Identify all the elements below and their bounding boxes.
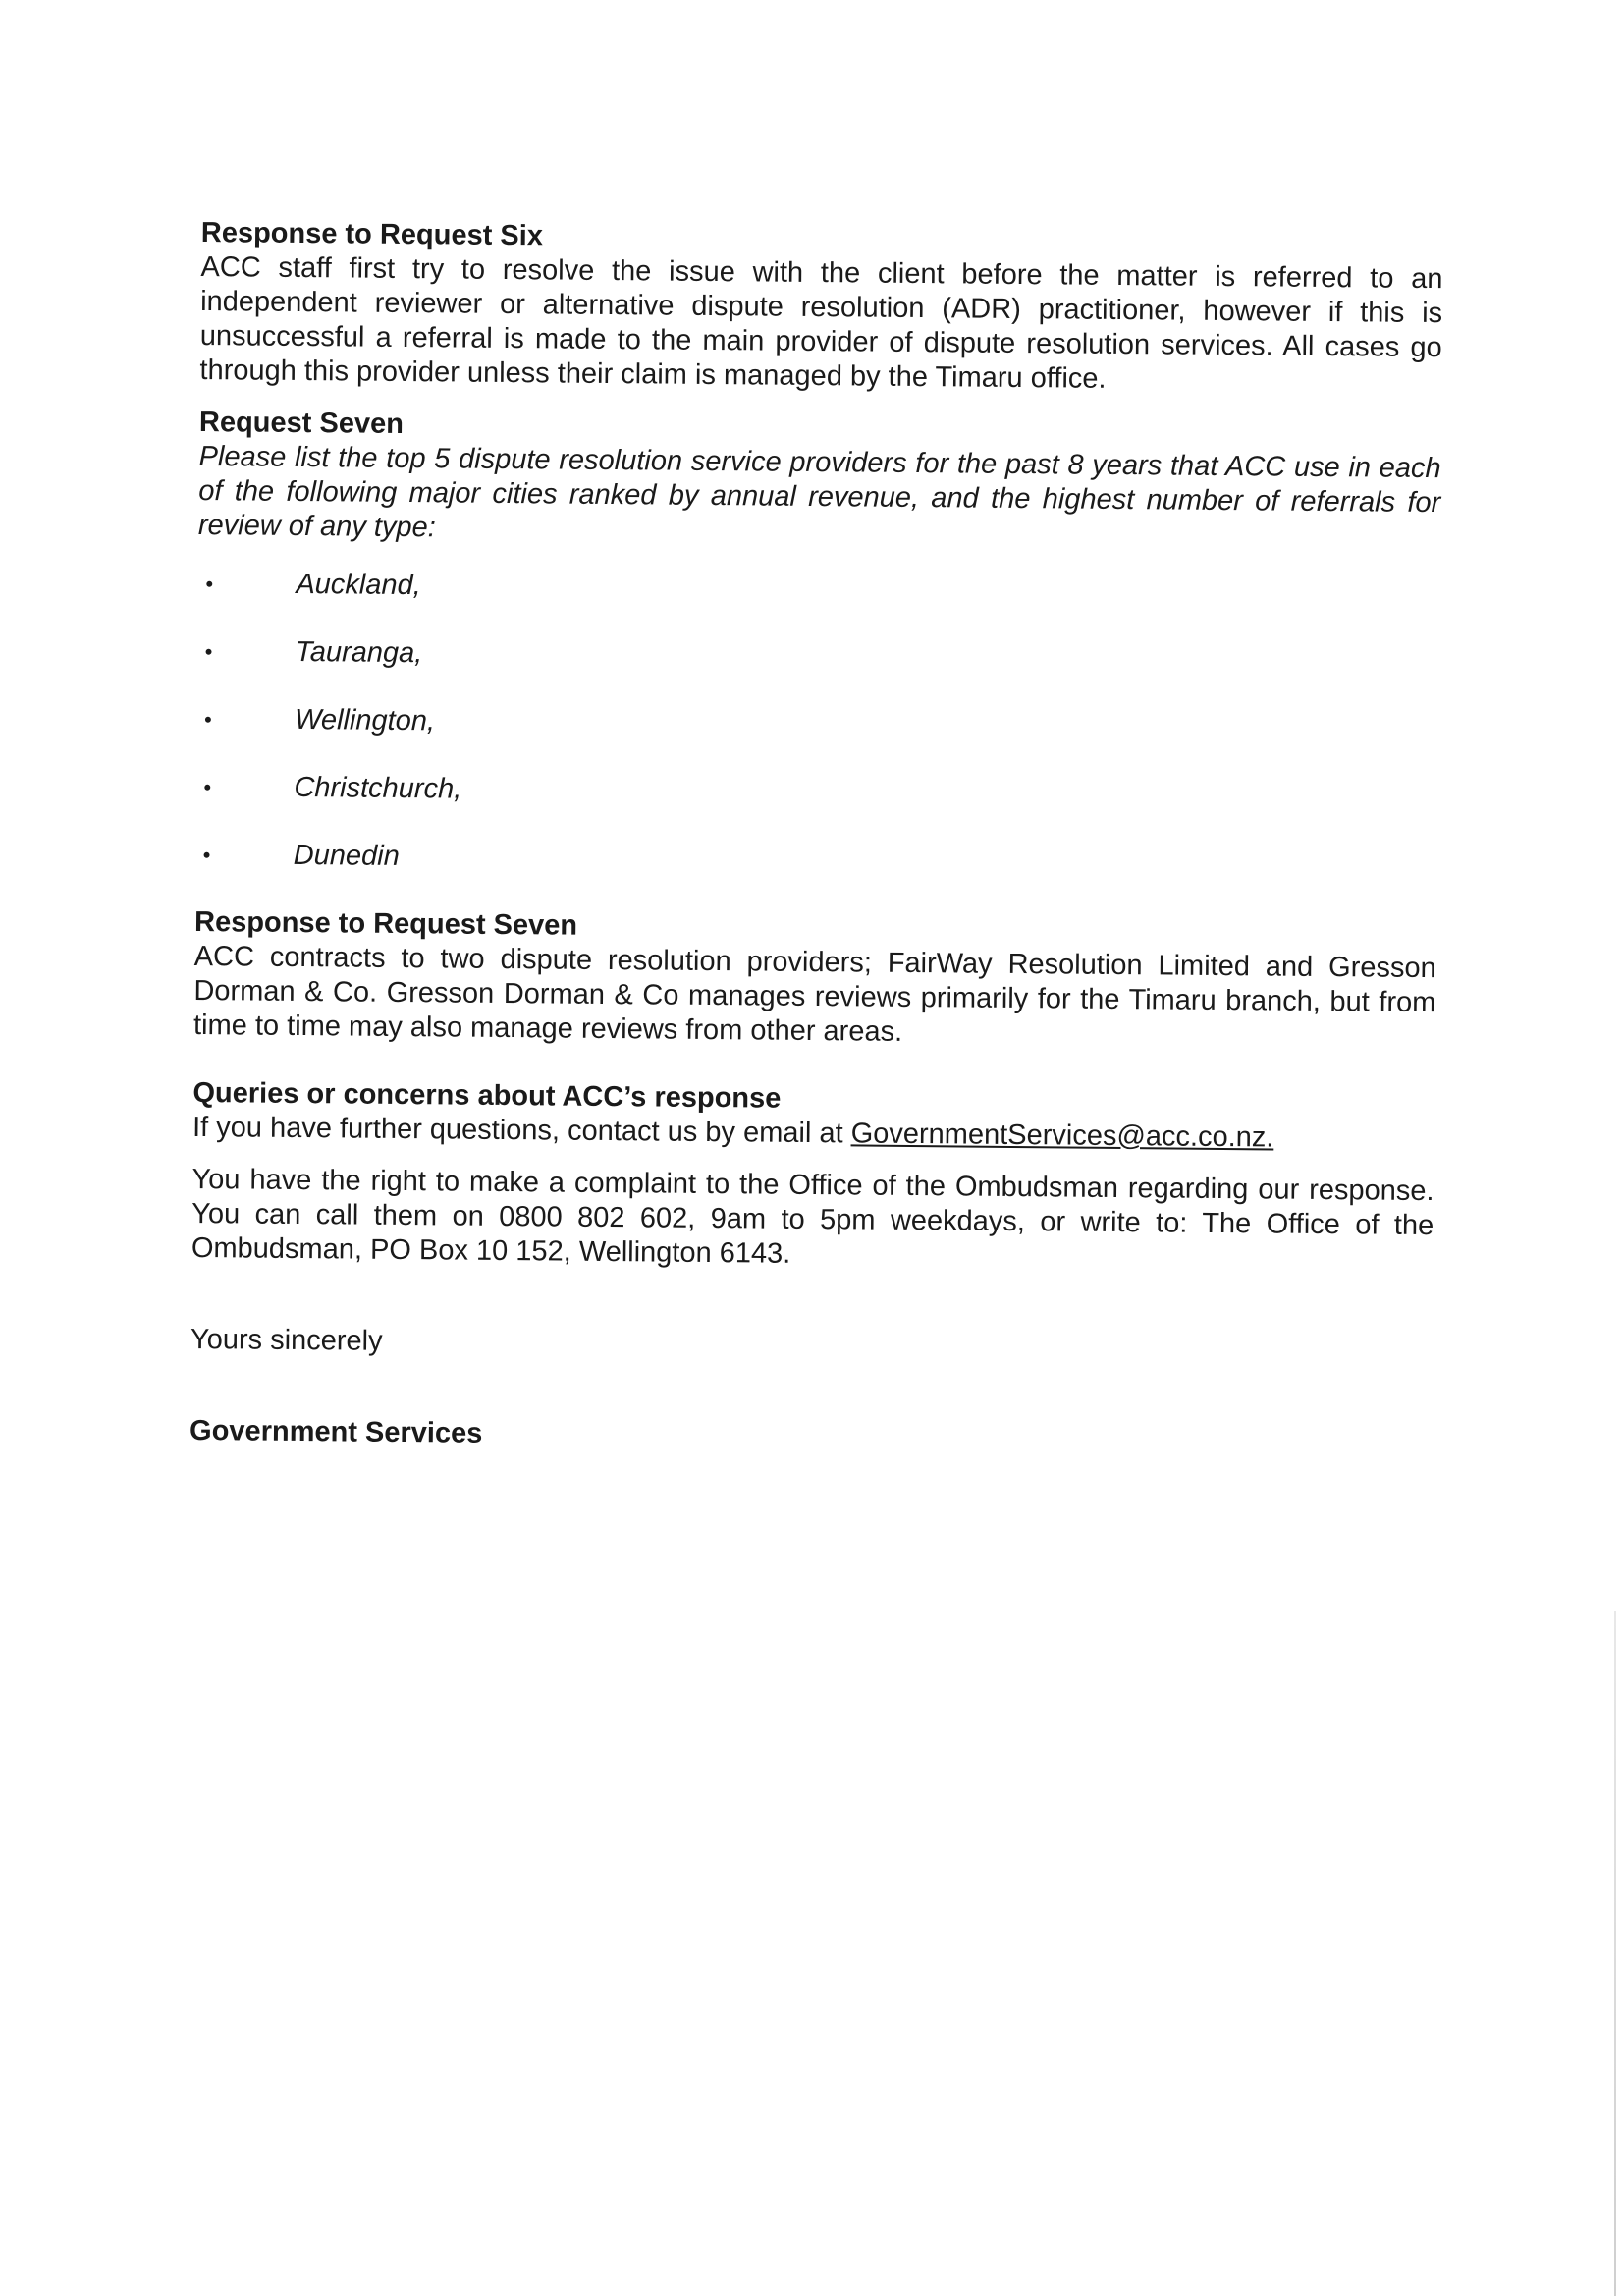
bullet-icon: • [203, 775, 212, 800]
ombudsman-paragraph: You have the right to make a complaint to the Office of the Ombudsman regarding our response. You can call them on 0800 802 602, 9am to 5pm weekdays, or write to: The Office of the Ombudsman, PO Box 10 152, Wellington 6143. [190, 1163, 1434, 1270]
signature-department: Government Services [189, 1414, 483, 1449]
response-seven-body: ACC contracts to two dispute resolution providers; FairWay Resolution Limited and Gresson Dorman & Co. Gresson Dorman & Co manages reviews primarily for the Timaru branch, but from time to time may also manage reviews from other areas. [192, 940, 1436, 1048]
bullet-icon: • [202, 843, 211, 868]
response-six-heading: Response to Request Six [200, 216, 544, 252]
list-item [196, 702, 1438, 748]
city-wellington: Wellington, [294, 703, 436, 738]
bullet-icon: • [203, 707, 212, 733]
request-seven-heading: Request Seven [198, 406, 405, 440]
letter-body [189, 216, 1443, 1460]
contact-text: If you have further questions, contact us by email at [191, 1111, 851, 1150]
bullet-icon: • [204, 639, 213, 665]
response-six-body: ACC staff first try to resolve the issue with the client before the matter is referred to an independent reviewer or alternative dispute resolution (ADR) practitioner, however if this is unsuccessful a referral is made to the main provider of dispute resolution services. All cases go through this provider unless their claim is managed by the Timaru office. [199, 250, 1443, 395]
email-link[interactable]: GovernmentServices@acc.co.nz. [850, 1118, 1274, 1154]
list-item [195, 838, 1437, 884]
list-item [197, 567, 1439, 613]
city-auckland: Auckland, [296, 568, 421, 602]
city-tauranga: Tauranga, [295, 635, 423, 670]
city-list [195, 567, 1440, 884]
city-christchurch: Christchurch, [294, 771, 462, 805]
list-item [197, 634, 1439, 681]
scan-edge-line [1614, 1611, 1616, 2296]
request-seven-body: Please list the top 5 dispute resolution service providers for the past 8 years that ACC use in each of the following major cities ranked by annual revenue, and the highest number of referrals for review of any type: [197, 440, 1441, 544]
bullet-icon: • [205, 572, 214, 597]
salutation: Yours sincerely [189, 1323, 383, 1357]
city-dunedin: Dunedin [293, 839, 400, 872]
response-seven-heading: Response to Request Seven [193, 905, 578, 942]
queries-heading: Queries or concerns about ACC’s response [192, 1076, 782, 1115]
list-item [195, 770, 1437, 816]
